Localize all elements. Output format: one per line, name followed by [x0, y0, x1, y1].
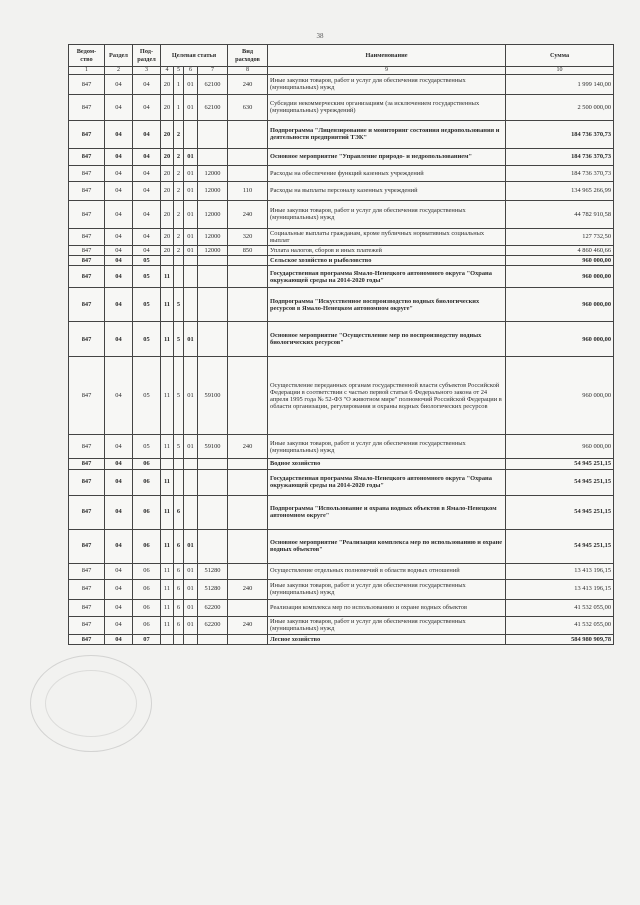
cell-razdel: 04	[105, 120, 133, 148]
cell-event-code: 01	[184, 74, 198, 94]
table-row	[69, 256, 614, 266]
cell-subprogram-code: 2	[174, 246, 184, 256]
cell-program-code: 20	[161, 228, 174, 245]
cell-vid-rashodov	[228, 459, 268, 469]
cell-vedomstvo: 847	[69, 74, 105, 94]
cell-podrazdel: 06	[133, 459, 161, 469]
cell-summa: 41 532 055,00	[506, 599, 614, 616]
cell-direction-code	[198, 256, 228, 266]
header-razdel: Раздел	[105, 45, 133, 67]
header-podrazdel: Под-раздел	[133, 45, 161, 67]
cell-program-code: 11	[161, 435, 174, 459]
cell-event-code: 01	[184, 563, 198, 579]
cell-razdel: 04	[105, 599, 133, 616]
cell-event-code	[184, 256, 198, 266]
cell-direction-code	[198, 266, 228, 288]
table-row	[69, 266, 614, 288]
cell-vid-rashodov	[228, 599, 268, 616]
cell-summa: 13 413 196,15	[506, 563, 614, 579]
cell-vid-rashodov	[228, 165, 268, 181]
cell-vedomstvo: 847	[69, 246, 105, 256]
cell-summa: 184 736 370,73	[506, 165, 614, 181]
cell-summa: 960 000,00	[506, 322, 614, 357]
cell-podrazdel: 06	[133, 563, 161, 579]
cell-podrazdel: 04	[133, 246, 161, 256]
cell-naimenovanie: Иные закупки товаров, работ и услуг для обеспечения государственных (муниципальных) нужд	[268, 74, 506, 94]
cell-podrazdel: 06	[133, 579, 161, 599]
cell-naimenovanie: Осуществление переданных органам государственной власти субъектов Российской Федерации в соответствии с частью первой статьи 6 Федерального закона от 24 апреля 1995 года № 52-ФЗ "О животном мире" полномочий Российской Федерации в области организации, регулирования и охраны водных биологических ресурсов	[268, 357, 506, 435]
cell-vedomstvo: 847	[69, 495, 105, 529]
cell-summa: 960 000,00	[506, 256, 614, 266]
cell-event-code: 01	[184, 181, 198, 200]
cell-direction-code: 51280	[198, 563, 228, 579]
cell-subprogram-code	[174, 634, 184, 644]
cell-direction-code: 12000	[198, 228, 228, 245]
cell-vedomstvo: 847	[69, 634, 105, 644]
cell-podrazdel: 04	[133, 181, 161, 200]
cell-summa: 960 000,00	[506, 288, 614, 322]
cell-vid-rashodov: 850	[228, 246, 268, 256]
seal-stamp	[30, 655, 152, 752]
cell-podrazdel: 05	[133, 288, 161, 322]
cell-vedomstvo: 847	[69, 563, 105, 579]
cell-summa: 54 945 251,15	[506, 529, 614, 563]
cell-vid-rashodov	[228, 322, 268, 357]
cell-summa: 54 945 251,15	[506, 469, 614, 495]
cell-naimenovanie: Иные закупки товаров, работ и услуг для обеспечения государственных (муниципальных) нужд	[268, 579, 506, 599]
cell-podrazdel: 05	[133, 322, 161, 357]
cell-naimenovanie: Подпрограмма "Искусственное воспроизводство водных биологических ресурсов в Ямало-Ненецком автономном округе"	[268, 288, 506, 322]
cell-razdel: 04	[105, 246, 133, 256]
cell-direction-code	[198, 529, 228, 563]
cell-program-code: 20	[161, 94, 174, 120]
cell-podrazdel: 04	[133, 94, 161, 120]
table-row	[69, 459, 614, 469]
cell-program-code: 11	[161, 357, 174, 435]
cell-subprogram-code: 2	[174, 181, 184, 200]
cell-naimenovanie: Подпрограмма "Лицензирование и мониторинг состояния недропользования и деятельности предприятий ТЭК"	[268, 120, 506, 148]
cell-event-code: 01	[184, 599, 198, 616]
cell-razdel: 04	[105, 459, 133, 469]
cell-program-code: 11	[161, 322, 174, 357]
table-row	[69, 74, 614, 94]
cell-vid-rashodov	[228, 529, 268, 563]
cell-event-code	[184, 266, 198, 288]
cell-vid-rashodov	[228, 357, 268, 435]
table-row	[69, 322, 614, 357]
cell-razdel: 04	[105, 288, 133, 322]
cell-podrazdel: 06	[133, 529, 161, 563]
cell-direction-code	[198, 634, 228, 644]
cell-razdel: 04	[105, 200, 133, 228]
cell-podrazdel: 07	[133, 634, 161, 644]
cell-razdel: 04	[105, 435, 133, 459]
cell-subprogram-code: 6	[174, 563, 184, 579]
cell-naimenovanie: Социальные выплаты гражданам, кроме публичных нормативных социальных выплат	[268, 228, 506, 245]
cell-naimenovanie: Осуществление отдельных полномочий в области водных отношений	[268, 563, 506, 579]
cell-program-code: 11	[161, 495, 174, 529]
header-celevaya-statya: Целевая статья	[161, 45, 228, 67]
cell-vedomstvo: 847	[69, 579, 105, 599]
cell-program-code: 20	[161, 165, 174, 181]
cell-vid-rashodov	[228, 469, 268, 495]
cell-vid-rashodov	[228, 634, 268, 644]
table-row	[69, 529, 614, 563]
cell-podrazdel: 04	[133, 200, 161, 228]
cell-vid-rashodov: 110	[228, 181, 268, 200]
cell-program-code: 11	[161, 266, 174, 288]
cell-subprogram-code: 2	[174, 165, 184, 181]
table-row	[69, 599, 614, 616]
cell-vid-rashodov	[228, 148, 268, 165]
cell-program-code	[161, 256, 174, 266]
cell-subprogram-code: 6	[174, 599, 184, 616]
header-vid-rashodov: Вид расходов	[228, 45, 268, 67]
cell-razdel: 04	[105, 322, 133, 357]
cell-subprogram-code: 6	[174, 529, 184, 563]
cell-podrazdel: 05	[133, 435, 161, 459]
cell-vedomstvo: 847	[69, 266, 105, 288]
cell-vid-rashodov: 630	[228, 94, 268, 120]
cell-subprogram-code: 1	[174, 94, 184, 120]
cell-vedomstvo: 847	[69, 200, 105, 228]
column-number: 6	[184, 67, 198, 75]
cell-program-code: 11	[161, 288, 174, 322]
cell-naimenovanie: Подпрограмма "Использование и охрана водных объектов в Ямало-Ненецком автономном округе"	[268, 495, 506, 529]
cell-razdel: 04	[105, 228, 133, 245]
cell-subprogram-code	[174, 469, 184, 495]
cell-naimenovanie: Расходы на выплаты персоналу казенных учреждений	[268, 181, 506, 200]
cell-razdel: 04	[105, 256, 133, 266]
cell-vedomstvo: 847	[69, 228, 105, 245]
column-number: 5	[174, 67, 184, 75]
cell-naimenovanie: Иные закупки товаров, работ и услуг для обеспечения государственных (муниципальных) нужд	[268, 435, 506, 459]
cell-subprogram-code: 5	[174, 357, 184, 435]
table-row	[69, 228, 614, 245]
cell-razdel: 04	[105, 357, 133, 435]
cell-vedomstvo: 847	[69, 459, 105, 469]
cell-direction-code	[198, 120, 228, 148]
cell-event-code: 01	[184, 435, 198, 459]
cell-direction-code	[198, 322, 228, 357]
cell-vedomstvo: 847	[69, 120, 105, 148]
cell-program-code: 20	[161, 246, 174, 256]
cell-vedomstvo: 847	[69, 435, 105, 459]
cell-subprogram-code: 2	[174, 200, 184, 228]
cell-direction-code: 62100	[198, 94, 228, 120]
column-number: 10	[506, 67, 614, 75]
table-row	[69, 469, 614, 495]
cell-event-code: 01	[184, 322, 198, 357]
cell-program-code: 20	[161, 74, 174, 94]
cell-razdel: 04	[105, 94, 133, 120]
cell-razdel: 04	[105, 469, 133, 495]
cell-vid-rashodov: 240	[228, 616, 268, 634]
cell-direction-code	[198, 288, 228, 322]
cell-event-code: 01	[184, 616, 198, 634]
cell-program-code: 11	[161, 529, 174, 563]
budget-table	[68, 44, 614, 645]
cell-naimenovanie: Иные закупки товаров, работ и услуг для обеспечения государственных (муниципальных) нужд	[268, 616, 506, 634]
cell-summa: 127 732,50	[506, 228, 614, 245]
cell-razdel: 04	[105, 634, 133, 644]
cell-subprogram-code: 6	[174, 616, 184, 634]
cell-vedomstvo: 847	[69, 357, 105, 435]
cell-podrazdel: 04	[133, 228, 161, 245]
table-row	[69, 246, 614, 256]
cell-vedomstvo: 847	[69, 322, 105, 357]
cell-subprogram-code: 1	[174, 74, 184, 94]
table-row	[69, 357, 614, 435]
cell-podrazdel: 06	[133, 469, 161, 495]
cell-subprogram-code	[174, 266, 184, 288]
table-row	[69, 634, 614, 644]
cell-naimenovanie: Субсидии некоммерческим организациям (за исключением государственных (муниципальных) учреждений)	[268, 94, 506, 120]
cell-vedomstvo: 847	[69, 469, 105, 495]
column-number: 3	[133, 67, 161, 75]
cell-subprogram-code: 5	[174, 288, 184, 322]
cell-event-code: 01	[184, 148, 198, 165]
cell-direction-code: 12000	[198, 200, 228, 228]
cell-vid-rashodov: 320	[228, 228, 268, 245]
cell-summa: 134 965 266,99	[506, 181, 614, 200]
cell-program-code: 20	[161, 148, 174, 165]
cell-summa: 44 782 910,58	[506, 200, 614, 228]
cell-subprogram-code	[174, 459, 184, 469]
table-row	[69, 579, 614, 599]
cell-naimenovanie: Лесное хозяйство	[268, 634, 506, 644]
cell-podrazdel: 04	[133, 120, 161, 148]
cell-event-code: 01	[184, 228, 198, 245]
cell-razdel: 04	[105, 148, 133, 165]
column-number: 1	[69, 67, 105, 75]
cell-direction-code: 51280	[198, 579, 228, 599]
cell-razdel: 04	[105, 165, 133, 181]
cell-summa: 1 999 140,00	[506, 74, 614, 94]
table-row	[69, 94, 614, 120]
cell-event-code	[184, 459, 198, 469]
cell-summa: 2 500 000,00	[506, 94, 614, 120]
header-naimenovanie: Наименование	[268, 45, 506, 67]
cell-vid-rashodov	[228, 256, 268, 266]
table-body	[69, 74, 614, 644]
table-row	[69, 200, 614, 228]
cell-event-code: 01	[184, 579, 198, 599]
cell-direction-code: 62200	[198, 599, 228, 616]
table-row	[69, 435, 614, 459]
cell-program-code: 11	[161, 563, 174, 579]
cell-summa: 584 980 909,78	[506, 634, 614, 644]
table-row	[69, 148, 614, 165]
column-number: 2	[105, 67, 133, 75]
cell-event-code: 01	[184, 165, 198, 181]
cell-summa: 960 000,00	[506, 266, 614, 288]
cell-summa: 54 945 251,15	[506, 495, 614, 529]
cell-naimenovanie: Расходы на обеспечение функций казенных учреждений	[268, 165, 506, 181]
cell-vedomstvo: 847	[69, 94, 105, 120]
cell-naimenovanie: Основное мероприятие "Реализация комплекса мер по использованию и охране водных объектов"	[268, 529, 506, 563]
page-number: 38	[316, 32, 324, 40]
cell-podrazdel: 05	[133, 266, 161, 288]
cell-subprogram-code	[174, 256, 184, 266]
cell-direction-code: 59100	[198, 357, 228, 435]
cell-program-code	[161, 459, 174, 469]
cell-vid-rashodov: 240	[228, 435, 268, 459]
cell-naimenovanie: Уплата налогов, сборов и иных платежей	[268, 246, 506, 256]
header-summa: Сумма	[506, 45, 614, 67]
cell-naimenovanie: Основное мероприятие "Осуществление мер по воспроизводству водных биологических ресурсов"	[268, 322, 506, 357]
cell-summa: 54 945 251,15	[506, 459, 614, 469]
cell-summa: 13 413 196,15	[506, 579, 614, 599]
cell-subprogram-code: 2	[174, 228, 184, 245]
cell-naimenovanie: Сельское хозяйство и рыболовство	[268, 256, 506, 266]
cell-razdel: 04	[105, 266, 133, 288]
cell-direction-code: 62100	[198, 74, 228, 94]
cell-program-code: 11	[161, 579, 174, 599]
cell-podrazdel: 04	[133, 148, 161, 165]
cell-program-code: 20	[161, 120, 174, 148]
cell-program-code	[161, 634, 174, 644]
cell-podrazdel: 04	[133, 74, 161, 94]
cell-vid-rashodov: 240	[228, 579, 268, 599]
column-number: 7	[198, 67, 228, 75]
cell-program-code: 11	[161, 469, 174, 495]
cell-podrazdel: 05	[133, 357, 161, 435]
cell-summa: 184 736 370,73	[506, 148, 614, 165]
cell-summa: 41 532 055,00	[506, 616, 614, 634]
column-number: 4	[161, 67, 174, 75]
table-row	[69, 495, 614, 529]
cell-direction-code: 12000	[198, 181, 228, 200]
cell-vedomstvo: 847	[69, 256, 105, 266]
column-number: 8	[228, 67, 268, 75]
cell-direction-code	[198, 495, 228, 529]
cell-vid-rashodov	[228, 563, 268, 579]
table-row	[69, 616, 614, 634]
cell-subprogram-code: 6	[174, 495, 184, 529]
cell-vedomstvo: 847	[69, 181, 105, 200]
header-vedomstvo: Ведом-ство	[69, 45, 105, 67]
cell-razdel: 04	[105, 616, 133, 634]
cell-subprogram-code: 2	[174, 148, 184, 165]
cell-naimenovanie: Государственная программа Ямало-Ненецкого автономного округа "Охрана окружающей среды на 2014-2020 годы"	[268, 469, 506, 495]
cell-direction-code: 62200	[198, 616, 228, 634]
table-row	[69, 165, 614, 181]
table-row	[69, 181, 614, 200]
cell-vid-rashodov	[228, 288, 268, 322]
column-number: 9	[268, 67, 506, 75]
cell-podrazdel: 05	[133, 256, 161, 266]
cell-razdel: 04	[105, 181, 133, 200]
cell-vid-rashodov	[228, 120, 268, 148]
cell-direction-code: 12000	[198, 165, 228, 181]
cell-vid-rashodov	[228, 495, 268, 529]
cell-direction-code	[198, 148, 228, 165]
cell-summa: 960 000,00	[506, 435, 614, 459]
cell-naimenovanie: Государственная программа Ямало-Ненецкого автономного округа "Охрана окружающей среды на 2014-2020 годы"	[268, 266, 506, 288]
cell-vid-rashodov: 240	[228, 74, 268, 94]
cell-summa: 960 000,00	[506, 357, 614, 435]
cell-direction-code	[198, 459, 228, 469]
cell-event-code: 01	[184, 357, 198, 435]
cell-podrazdel: 06	[133, 495, 161, 529]
cell-podrazdel: 06	[133, 599, 161, 616]
cell-direction-code: 12000	[198, 246, 228, 256]
cell-vedomstvo: 847	[69, 599, 105, 616]
cell-vid-rashodov: 240	[228, 200, 268, 228]
cell-program-code: 20	[161, 200, 174, 228]
cell-podrazdel: 04	[133, 165, 161, 181]
cell-direction-code: 59100	[198, 435, 228, 459]
cell-razdel: 04	[105, 495, 133, 529]
cell-summa: 184 736 370,73	[506, 120, 614, 148]
cell-vedomstvo: 847	[69, 529, 105, 563]
cell-subprogram-code: 2	[174, 120, 184, 148]
cell-event-code	[184, 495, 198, 529]
cell-naimenovanie: Водное хозяйство	[268, 459, 506, 469]
table-row	[69, 120, 614, 148]
cell-subprogram-code: 5	[174, 322, 184, 357]
table-row	[69, 563, 614, 579]
cell-event-code: 01	[184, 246, 198, 256]
cell-vedomstvo: 847	[69, 148, 105, 165]
cell-event-code: 01	[184, 94, 198, 120]
cell-naimenovanie: Реализация комплекса мер по использованию и охране водных объектов	[268, 599, 506, 616]
cell-program-code: 20	[161, 181, 174, 200]
cell-subprogram-code: 6	[174, 579, 184, 599]
cell-event-code	[184, 120, 198, 148]
cell-program-code: 11	[161, 599, 174, 616]
cell-event-code: 01	[184, 529, 198, 563]
cell-direction-code	[198, 469, 228, 495]
cell-event-code	[184, 469, 198, 495]
cell-vedomstvo: 847	[69, 616, 105, 634]
cell-vid-rashodov	[228, 266, 268, 288]
cell-subprogram-code: 5	[174, 435, 184, 459]
cell-razdel: 04	[105, 529, 133, 563]
column-number-row	[69, 67, 614, 75]
cell-summa: 4 860 460,66	[506, 246, 614, 256]
cell-razdel: 04	[105, 563, 133, 579]
table-row	[69, 288, 614, 322]
cell-razdel: 04	[105, 74, 133, 94]
cell-naimenovanie: Основное мероприятие "Управление природо- и недропользованием"	[268, 148, 506, 165]
cell-vedomstvo: 847	[69, 165, 105, 181]
cell-program-code: 11	[161, 616, 174, 634]
cell-vedomstvo: 847	[69, 288, 105, 322]
cell-razdel: 04	[105, 579, 133, 599]
cell-event-code: 01	[184, 200, 198, 228]
cell-podrazdel: 06	[133, 616, 161, 634]
cell-event-code	[184, 288, 198, 322]
cell-naimenovanie: Иные закупки товаров, работ и услуг для обеспечения государственных (муниципальных) нужд	[268, 200, 506, 228]
cell-event-code	[184, 634, 198, 644]
